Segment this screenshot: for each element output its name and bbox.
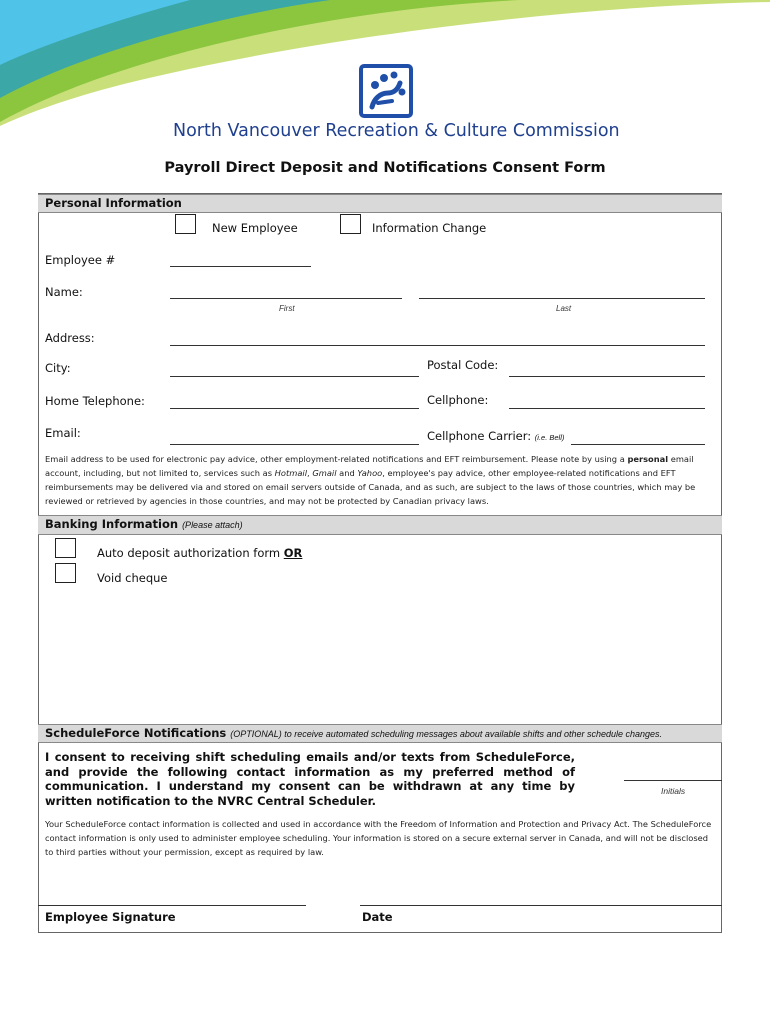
auto-deposit-label [97, 546, 302, 560]
date-field[interactable] [360, 905, 722, 906]
scheduleforce-header [38, 724, 722, 743]
name-label: Name: [45, 285, 83, 299]
city-label: City: [45, 361, 71, 375]
auto-deposit-checkbox[interactable] [55, 538, 76, 558]
city-field[interactable] [170, 376, 419, 377]
information-change-label: Information Change [372, 221, 487, 235]
cellphone-carrier-label [427, 429, 564, 443]
personal-information-header [38, 194, 722, 213]
nvrc-logo-icon [358, 63, 414, 119]
cellphone-field[interactable] [509, 408, 705, 409]
banking-information-note: (Please attach) [182, 520, 243, 530]
address-label: Address: [45, 331, 95, 345]
new-employee-label: New Employee [212, 221, 298, 235]
scheduleforce-privacy-notice: Your ScheduleForce contact information is collected and used in accordance with the Freedom of Information and Protection and Privacy Act. The ScheduleForce contact information is only used to administer employee scheduling. Your information is stored on a secure external server in Canada, and will not be disclosed to third parties without your permission, except as required by law. [45, 819, 712, 857]
void-cheque-label: Void cheque [97, 571, 168, 585]
banking-information-title: Banking Information [45, 517, 179, 531]
date-label: Date [362, 910, 393, 924]
cellphone-carrier-hint: (i.e. Bell) [534, 433, 565, 442]
postal-code-label: Postal Code: [427, 358, 499, 372]
email-field[interactable] [170, 444, 419, 445]
home-telephone-label: Home Telephone: [45, 394, 145, 408]
address-field[interactable] [170, 345, 705, 346]
cellphone-carrier-text: Cellphone Carrier: [427, 429, 532, 443]
void-cheque-checkbox[interactable] [55, 563, 76, 583]
organization-name: North Vancouver Recreation & Culture Commission [173, 121, 620, 141]
or-text: OR [283, 546, 303, 560]
employee-number-field[interactable] [170, 266, 311, 267]
cellphone-label: Cellphone: [427, 393, 489, 407]
first-name-caption: First [279, 304, 295, 313]
employee-signature-label: Employee Signature [45, 910, 176, 924]
scheduleforce-title: ScheduleForce Notifications [45, 726, 227, 740]
home-telephone-field[interactable] [170, 408, 419, 409]
last-name-field[interactable] [419, 298, 705, 299]
scheduleforce-consent-text: I consent to receiving shift scheduling emails and/or texts from ScheduleForce, and provide the following contact information as my preferred method of communication. I understand my consent can be withdrawn at any time by written notification to the NVRC Central Scheduler. [45, 750, 575, 808]
email-label: Email: [45, 426, 81, 440]
scheduleforce-note: (OPTIONAL) to receive automated scheduling messages about available shifts and other schedule changes. [230, 729, 663, 739]
new-employee-checkbox[interactable] [175, 214, 196, 234]
email-notice: Email address to be used for electronic pay advice, other employment-related notifications and EFT reimbursement. Please note by using a personal email account, including, but not limited to, services such as Hotmail, Gmail and Yahoo, employee's pay advice, other employee-related notifications and EFT reimbursements may be delivered via and stored on email servers outside of Canada, and as such, are subject to the laws of those countries, which may be reviewed or retrieved by agencies in those countries, and may not be protected by Canadian privacy laws. [45, 454, 696, 506]
first-name-field[interactable] [170, 298, 402, 299]
form-title: Payroll Direct Deposit and Notifications Consent Form [164, 160, 606, 176]
initials-field[interactable] [624, 780, 722, 781]
information-change-checkbox[interactable] [340, 214, 361, 234]
postal-code-field[interactable] [509, 376, 705, 377]
employee-signature-field[interactable] [38, 905, 306, 906]
cellphone-carrier-field[interactable] [571, 444, 705, 445]
banking-information-header [38, 515, 722, 535]
employee-number-label: Employee # [45, 253, 116, 267]
initials-caption: Initials [661, 786, 686, 796]
auto-deposit-text: Auto deposit authorization form [97, 546, 281, 560]
last-name-caption: Last [556, 304, 572, 313]
personal-information-title: Personal Information [45, 196, 182, 210]
